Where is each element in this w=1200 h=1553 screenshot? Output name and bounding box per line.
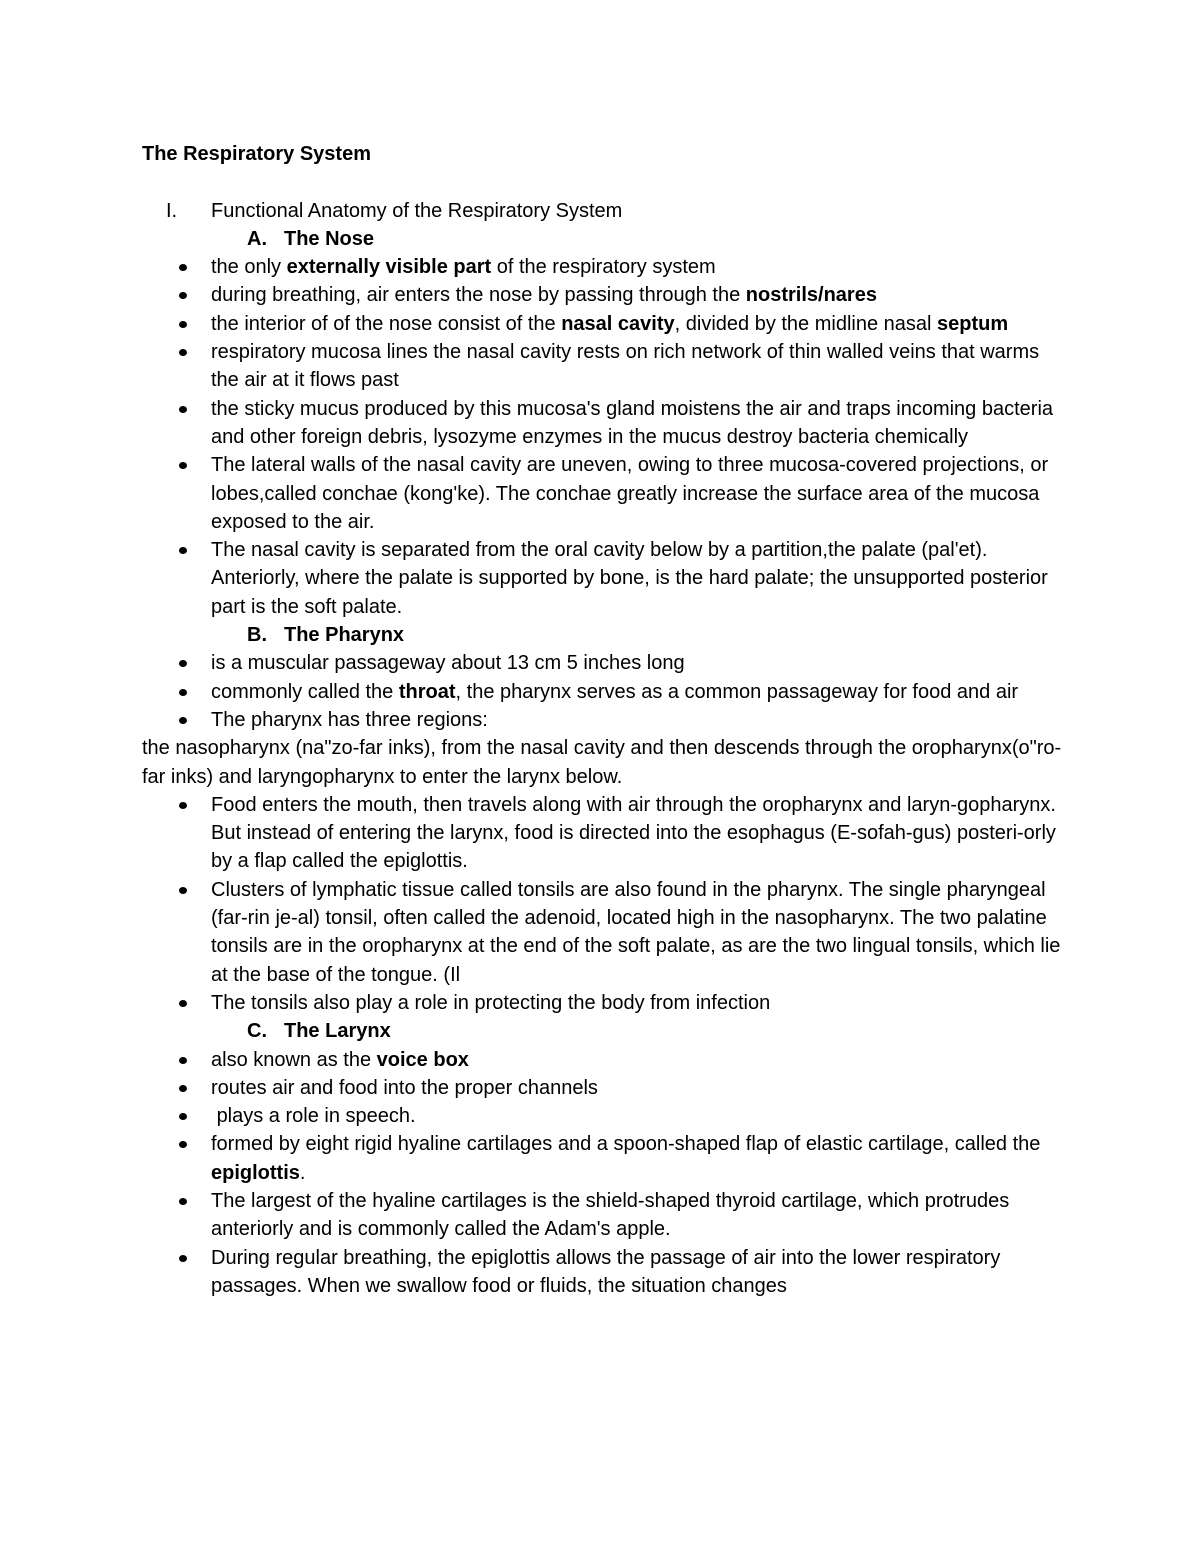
item-text: The largest of the hyaline cartilages is the shield-shaped thyroid cartilage, which protrudes anteriorly and is commonly called the Adam's apple. [211, 1189, 1010, 1241]
spacer [142, 168, 1072, 196]
section-number: I. [166, 199, 178, 222]
list-item [142, 1046, 1072, 1074]
bullet-icon [179, 406, 187, 413]
item-text: . [299, 1161, 306, 1184]
list-item [142, 1130, 1072, 1187]
bullet-icon [179, 1198, 187, 1205]
nose-bullet-list [142, 253, 1072, 621]
subsection-heading-nose [142, 225, 1072, 253]
document-title: The Respiratory System [142, 143, 371, 165]
bullet-icon [179, 802, 187, 809]
item-text: Food enters the mouth, then travels along with air through the oropharynx and laryn-gopharynx. But instead of entering the larynx, food is directed into the esophagus (E-sofah-gus) posteri-orly by a flap called the epiglottis. [211, 793, 1056, 873]
item-text: The lateral walls of the nasal cavity are uneven, owing to three mucosa-covered projections, or lobes,called conchae (kong'ke). The conchae greatly increase the surface area of the mucosa exposed to the air. [211, 454, 1049, 533]
list-item [142, 536, 1072, 621]
list-item [142, 395, 1072, 452]
list-item [142, 253, 1072, 281]
list-item [142, 1074, 1072, 1102]
list-item [142, 1244, 1072, 1301]
bullet-icon [179, 660, 187, 667]
item-text: commonly called the [211, 680, 399, 703]
list-item [142, 791, 1072, 876]
item-text: plays a role in speech. [211, 1105, 416, 1128]
list-item [142, 281, 1072, 309]
bullet-icon [179, 547, 187, 554]
item-text: the interior of of the nose consist of the [211, 312, 562, 335]
bullet-icon [179, 717, 187, 724]
section-title: Functional Anatomy of the Respiratory System [211, 199, 623, 222]
list-item [142, 1187, 1072, 1244]
item-text: The pharynx has three regions: [211, 708, 488, 731]
item-text: The tonsils also play a role in protecting the body from infection [211, 991, 771, 1014]
bold-term: externally visible part [286, 256, 492, 279]
subsection-title: The Pharynx [284, 624, 405, 647]
bullet-icon [179, 1141, 187, 1148]
item-text: routes air and food into the proper channels [211, 1076, 598, 1099]
bullet-icon [179, 1113, 187, 1120]
bullet-icon [179, 321, 187, 328]
subsection-letter: B. [247, 624, 267, 647]
document-body [142, 140, 1072, 1300]
item-text: , divided by the midline nasal [674, 312, 938, 335]
pharynx-regions-paragraph: the nasopharynx (na"zo-far inks), from the nasal cavity and then descends through the oropharynx(o"ro-far inks) and laryngopharynx to enter the larynx below. [142, 737, 1062, 788]
bullet-icon [179, 1057, 187, 1064]
bullet-icon [179, 1085, 187, 1092]
item-text: Clusters of lymphatic tissue called tonsils are also found in the pharynx. The single pharyngeal (far-rin je-al) tonsil, often called the adenoid, located high in the nasopharynx. The two palatine tonsils are in the oropharynx at the end of the soft palate, as are the two lingual tonsils, which lie at the base of the tongue. (Il [211, 878, 1061, 986]
list-item [142, 706, 1072, 734]
item-text: is a muscular passageway about 13 cm 5 inches long [211, 652, 685, 675]
larynx-bullet-list [142, 1046, 1072, 1301]
bullet-icon [179, 1000, 187, 1007]
bullet-icon [179, 462, 187, 469]
list-item [142, 1102, 1072, 1130]
bullet-icon [179, 349, 187, 356]
item-text: During regular breathing, the epiglottis allows the passage of air into the lower respiratory passages. When we swallow food or fluids, the situation changes [211, 1246, 1001, 1297]
list-item [142, 649, 1072, 677]
subsection-title: The Larynx [284, 1020, 391, 1043]
section-heading [142, 197, 1072, 225]
item-text: the sticky mucus produced by this mucosa's gland moistens the air and traps incoming bacteria and other foreign debris, lysozyme enzymes in the mucus destroy bacteria chemically [211, 397, 1054, 448]
list-item [142, 876, 1072, 989]
item-text: The nasal cavity is separated from the oral cavity below by a partition,the palate (pal'et). Anteriorly, where the palate is supported by bone, is the hard palate; the unsupported posterior part is the soft palate. [211, 539, 1048, 618]
item-text: also known as the [211, 1048, 377, 1071]
subsection-letter: A. [247, 227, 267, 250]
list-item [142, 678, 1072, 706]
subsection-heading-pharynx [142, 621, 1072, 649]
item-text: formed by eight rigid hyaline cartilages and a spoon-shaped flap of elastic cartilage, called the [211, 1133, 1041, 1156]
bullet-icon [179, 292, 187, 299]
bold-term: nasal cavity [561, 312, 675, 335]
list-item [142, 310, 1072, 338]
subsection-heading-larynx [142, 1017, 1072, 1045]
bold-term: septum [937, 312, 1009, 335]
item-text: respiratory mucosa lines the nasal cavity rests on rich network of thin walled veins that warms the air at it flows past [211, 341, 1040, 392]
list-item [142, 989, 1072, 1017]
list-item [142, 451, 1072, 536]
item-text: during breathing, air enters the nose by passing through the [211, 284, 746, 307]
bullet-icon [179, 264, 187, 271]
pharynx-bullet-list-2 [142, 791, 1072, 1017]
bullet-icon [179, 689, 187, 696]
bullet-icon [179, 887, 187, 894]
bullet-icon [179, 1255, 187, 1262]
pharynx-bullet-list [142, 649, 1072, 734]
subsection-title: The Nose [284, 227, 375, 250]
list-item [142, 338, 1072, 395]
bold-term: voice box [376, 1048, 469, 1071]
subsection-letter: C. [247, 1020, 267, 1043]
item-text: of the respiratory system [491, 256, 716, 279]
item-text: the only [211, 256, 287, 279]
item-text: , the pharynx serves as a common passageway for food and air [455, 680, 1019, 703]
bold-term: epiglottis [211, 1161, 300, 1184]
bold-term: nostrils/nares [745, 284, 877, 307]
bold-term: throat [398, 680, 456, 703]
